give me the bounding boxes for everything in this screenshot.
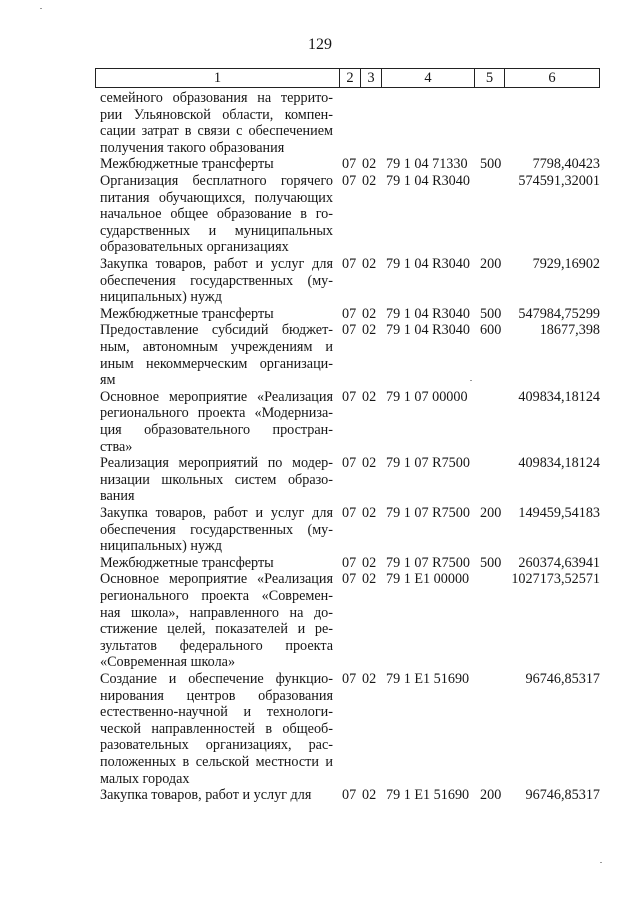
subsection-code: 02 [362,388,377,405]
article-code: 79 1 04 R3040 [386,173,470,189]
header-col-2: 2 [339,69,360,87]
section-code: 07 [342,388,357,405]
subsection-code: 02 [362,671,377,687]
row-name-line: стижение целей, показателей и ре- [100,621,333,638]
article-code: 79 1 04 71330 [386,156,468,173]
row-name-line: получения такого образования [100,139,285,156]
amount-value: 409834,18124 [518,388,600,405]
section-code: 07 [342,671,357,687]
expense-type-code: 500 [480,554,502,571]
section-code: 07 [342,173,357,189]
row-name [100,173,333,256]
section-code: 07 [342,256,357,272]
section-code: 07 [342,455,357,472]
expense-type-code: 500 [480,305,502,322]
header-col-5: 5 [474,69,504,87]
row-name-line: обеспечения государственных (му- [100,521,333,538]
row-name-line: вания [100,488,135,505]
subsection-code: 02 [362,571,377,588]
amount-value: 7929,16902 [532,256,600,272]
row-name-line: ческой направленностей в общеоб- [100,720,333,737]
row-name [100,671,333,787]
row-name-line: ным, автономным учреждениям и [100,338,333,355]
page-number: 129 [308,36,332,53]
article-code: 79 1 04 R3040 [386,322,470,339]
scan-speck [470,380,472,381]
header-col-4: 4 [381,69,474,87]
row-name-line: ям [100,372,116,389]
row-name-line: разовательных организациях, рас- [100,737,333,754]
subsection-code: 02 [362,156,377,173]
subsection-code: 02 [362,505,377,521]
row-name [100,156,333,173]
amount-value: 149459,54183 [518,505,600,521]
amount-value: 96746,85317 [525,671,600,687]
expense-type-code: 500 [480,156,502,173]
article-code: 79 1 E1 00000 [386,571,470,588]
expense-type-code: 200 [480,505,502,521]
expense-type-code: 200 [480,787,502,804]
row-name-line: регионального проекта «Современ- [100,587,333,604]
section-code: 07 [342,156,357,173]
row-name-line: ниципальных) нужд [100,538,222,555]
amount-value: 409834,18124 [518,455,600,472]
section-code: 07 [342,322,357,339]
row-name-line: малых городах [100,770,190,787]
row-name-line: ная школа», направленного на до- [100,604,333,621]
row-name-line: нирования центров образования [100,687,333,704]
row-name-line: естественно-научной и технологи- [100,704,333,721]
row-name-line: ниципальных) нужд [100,289,222,306]
header-col-6: 6 [504,69,599,87]
row-name [100,256,333,306]
scan-speck [600,862,602,863]
row-name [100,90,333,156]
header-col-1: 1 [213,70,222,86]
table-header [95,68,600,88]
article-code: 79 1 04 R3040 [386,256,470,272]
row-name-line: образовательных организациях [100,239,289,256]
row-name [100,787,333,804]
row-name-line: Межбюджетные трансферты [100,554,274,571]
amount-value: 7798,40423 [532,156,600,173]
header-col-3: 3 [360,69,381,87]
subsection-code: 02 [362,305,377,322]
row-name [100,306,333,323]
amount-value: 1027173,52571 [511,571,600,588]
amount-value: 96746,85317 [525,787,600,804]
subsection-code: 02 [362,455,377,472]
row-name [100,571,333,671]
expense-type-code: 200 [480,256,502,272]
amount-value: 547984,75299 [518,305,600,322]
row-name-line: питания обучающихся, получающих [100,189,333,206]
row-name [100,389,333,455]
article-code: 79 1 07 00000 [386,388,468,405]
row-name-line: Предоставление субсидий бюджет- [100,322,333,339]
row-name-line: рии Ульяновской области, компен- [100,106,333,123]
article-code: 79 1 E1 51690 [386,671,470,687]
amount-value: 260374,63941 [518,554,600,571]
row-name-line: Закупка товаров, работ и услуг для [100,505,333,521]
subsection-code: 02 [362,322,377,339]
row-name-line: ция образовательного простран- [100,421,333,438]
row-name-line: Организация бесплатного горячего [100,173,333,189]
amount-value: 574591,32001 [518,173,600,189]
expense-type-code: 600 [480,322,502,339]
subsection-code: 02 [362,256,377,272]
subsection-code: 02 [362,554,377,571]
row-name-line: регионального проекта «Модерниза- [100,405,333,422]
section-code: 07 [342,505,357,521]
article-code: 79 1 E1 51690 [386,787,470,804]
article-code: 79 1 07 R7500 [386,505,470,521]
row-name-line: Межбюджетные трансферты [100,156,274,173]
row-name-line: Основное мероприятие «Реализация [100,571,333,588]
row-name-line: Закупка товаров, работ и услуг для [100,787,312,804]
section-code: 07 [342,305,357,322]
row-name-line: положенных в сельской местности и [100,753,333,770]
row-name [100,455,333,505]
scan-speck [40,8,42,9]
row-name-line: обеспечения государственных (му- [100,272,333,289]
row-name-line: Основное мероприятие «Реализация [100,388,333,405]
section-code: 07 [342,571,357,588]
row-name-line: зультатов федерального проекта [100,637,333,654]
subsection-code: 02 [362,173,377,189]
row-name-line: ства» [100,438,133,455]
subsection-code: 02 [362,787,377,804]
row-name-line: Межбюджетные трансферты [100,305,274,322]
row-name-line: семейного образования на террито- [100,90,333,106]
row-name-line: сударственных и муниципальных [100,222,333,239]
article-code: 79 1 04 R3040 [386,305,470,322]
article-code: 79 1 07 R7500 [386,455,470,472]
row-name-line: низации школьных систем образо- [100,471,333,488]
section-code: 07 [342,554,357,571]
amount-value: 18677,398 [539,322,600,339]
row-name-line: Создание и обеспечение функцио- [100,671,333,687]
row-name [100,322,333,388]
article-code: 79 1 07 R7500 [386,554,470,571]
row-name-line: Реализация мероприятий по модер- [100,455,333,472]
section-code: 07 [342,787,357,804]
row-name-line: Закупка товаров, работ и услуг для [100,256,333,272]
row-name-line: сации затрат в связи с обеспечением [100,123,333,140]
row-name-line: «Современная школа» [100,654,236,671]
row-name-line: иным некоммерческим организаци- [100,355,333,372]
row-name [100,555,333,572]
row-name [100,505,333,555]
row-name-line: начальное общее образование в го- [100,206,333,223]
